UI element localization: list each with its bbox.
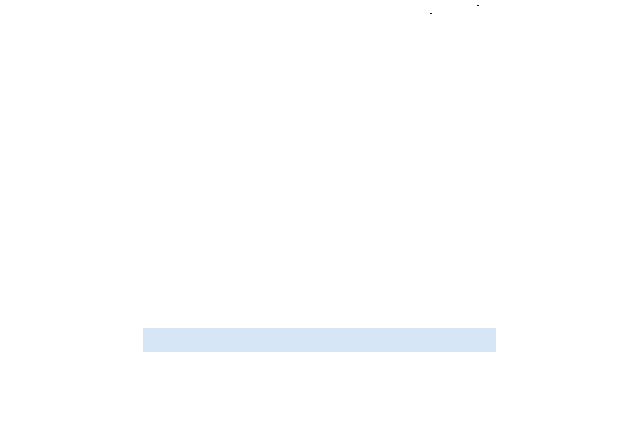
col1-year (430, 13, 432, 14)
column-header-june-2025 (404, 8, 458, 16)
section-title-assets (143, 28, 496, 36)
common-stock-class-b-row (143, 353, 496, 377)
col2-year (477, 5, 479, 6)
section-title-liabilities (143, 170, 496, 178)
section-title-equity (143, 320, 496, 328)
subsection-current-liabilities (143, 178, 496, 186)
subsection-current-assets (143, 36, 496, 44)
common-stock-class-a-row (143, 328, 496, 352)
column-header-december-2024 (458, 0, 498, 8)
commitments-line (143, 302, 496, 310)
